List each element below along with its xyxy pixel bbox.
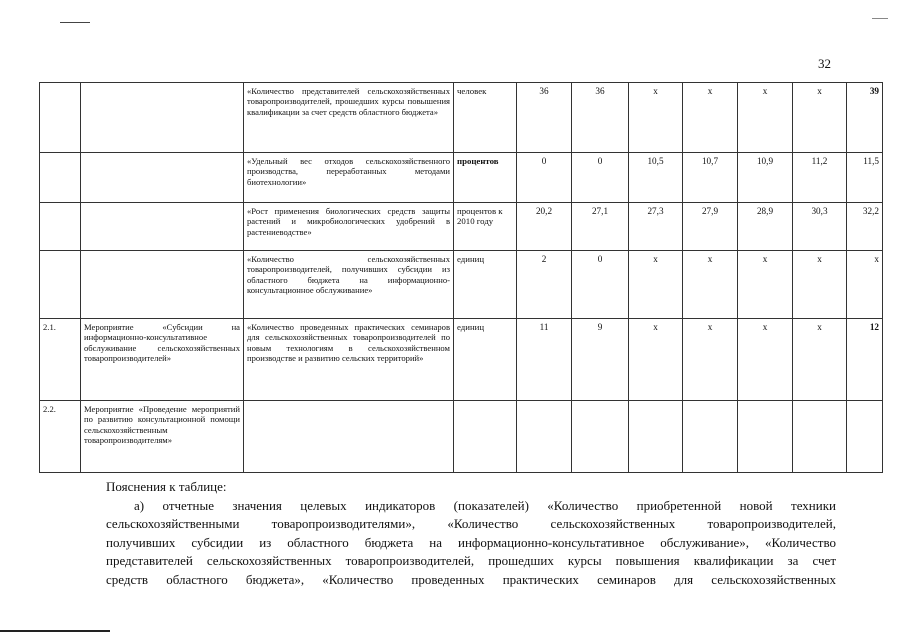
value-cell [683,401,738,473]
target-value-cell: 11,5 [847,153,883,203]
indicator-cell: «Количество сельскохозяйственных товаропроизводителей, получивших субсидии из областного бюджета на информационно-консультационное обслуживание» [244,251,454,319]
value-cell: 10,9 [738,153,793,203]
value-cell: х [738,251,793,319]
target-value-cell [847,401,883,473]
event-cell [81,251,244,319]
scan-mark-bottom-left [0,630,110,632]
value-cell: х [683,251,738,319]
notes-line: средств областного бюджета», «Количество проведенных практических семинаров для сельскохозяйственных [106,571,836,587]
notes-line: представителей сельскохозяйственных товаропроизводителей, прошедших курсы повышения квалификации за счет [106,553,836,569]
page-number: 32 [818,56,831,71]
row-number: 2.1. [40,319,81,401]
row-number [40,203,81,251]
unit-cell [454,401,517,473]
scan-mark-top-left [60,22,90,23]
value-cell: 9 [572,319,629,401]
target-value-cell: 39 [847,83,883,153]
value-cell: 10,5 [629,153,683,203]
value-cell: 27,1 [572,203,629,251]
indicator-cell: «Количество представителей сельскохозяйственных товаропроизводителей, прошедших курсы повышения квалификации за счет средств областного бюджета» [244,83,454,153]
event-cell [81,83,244,153]
value-cell [793,401,847,473]
value-cell: х [683,83,738,153]
unit-cell: процентов к 2010 году [454,203,517,251]
table-row [40,251,883,319]
value-cell: х [683,319,738,401]
value-cell: х [629,83,683,153]
notes-line: сельскохозяйственными товаропроизводителями», «Количество сельскохозяйственных товаропроизводителей, [106,516,836,532]
table-row [40,203,883,251]
value-cell [738,401,793,473]
unit-cell: человек [454,83,517,153]
value-cell: 0 [517,153,572,203]
value-cell: 30,3 [793,203,847,251]
value-cell: 27,9 [683,203,738,251]
indicator-cell: «Количество проведенных практических семинаров для сельскохозяйственных товаропроизводителей по новым технологиям в сельскохозяйственном производстве и развитию сельских территорий» [244,319,454,401]
indicator-cell: «Удельный вес отходов сельскохозяйственного производства, переработанных методами биотехнологии» [244,153,454,203]
event-cell [81,203,244,251]
value-cell: 28,9 [738,203,793,251]
value-cell: 0 [572,153,629,203]
event-cell: Мероприятие «Субсидии на информационно-консультативное обслуживание сельскохозяйственных товаропроизводителей» [81,319,244,401]
value-cell [517,401,572,473]
target-value-cell: х [847,251,883,319]
indicators-table [39,82,883,473]
row-number [40,83,81,153]
event-cell [81,153,244,203]
value-cell: 0 [572,251,629,319]
unit-cell: единиц [454,319,517,401]
table-notes [106,478,836,590]
notes-line: получивших субсидии из областного бюджета на информационно-консультативное обслуживание», «Количество [106,534,836,550]
unit-cell: единиц [454,251,517,319]
notes-paragraph [106,497,836,590]
target-value-cell: 12 [847,319,883,401]
value-cell: х [629,319,683,401]
value-cell: 27,3 [629,203,683,251]
value-cell: х [738,319,793,401]
value-cell: х [793,319,847,401]
value-cell: х [793,83,847,153]
row-number [40,251,81,319]
indicator-cell [244,401,454,473]
table-row [40,153,883,203]
row-number [40,153,81,203]
value-cell [572,401,629,473]
value-cell: 20,2 [517,203,572,251]
table-row [40,401,883,473]
value-cell [629,401,683,473]
value-cell: х [629,251,683,319]
value-cell: 36 [517,83,572,153]
value-cell: х [793,251,847,319]
value-cell: 11,2 [793,153,847,203]
scan-mark-top-right [872,18,888,19]
value-cell: 36 [572,83,629,153]
indicator-cell: «Рост применения биологических средств защиты растений и микробиологических удобрений в растениеводстве» [244,203,454,251]
notes-title: Пояснения к таблице: [106,479,227,494]
value-cell: х [738,83,793,153]
table-row [40,319,883,401]
unit-cell: процентов [454,153,517,203]
value-cell: 2 [517,251,572,319]
value-cell: 11 [517,319,572,401]
target-value-cell: 32,2 [847,203,883,251]
value-cell: 10,7 [683,153,738,203]
table-row [40,83,883,153]
event-cell: Мероприятие «Проведение мероприятий по развитию консультационной помощи сельскохозяйственным товаропроизводителям» [81,401,244,473]
row-number: 2.2. [40,401,81,473]
notes-line: а) отчетные значения целевых индикаторов (показателей) «Количество приобретенной новой техники [134,497,836,513]
